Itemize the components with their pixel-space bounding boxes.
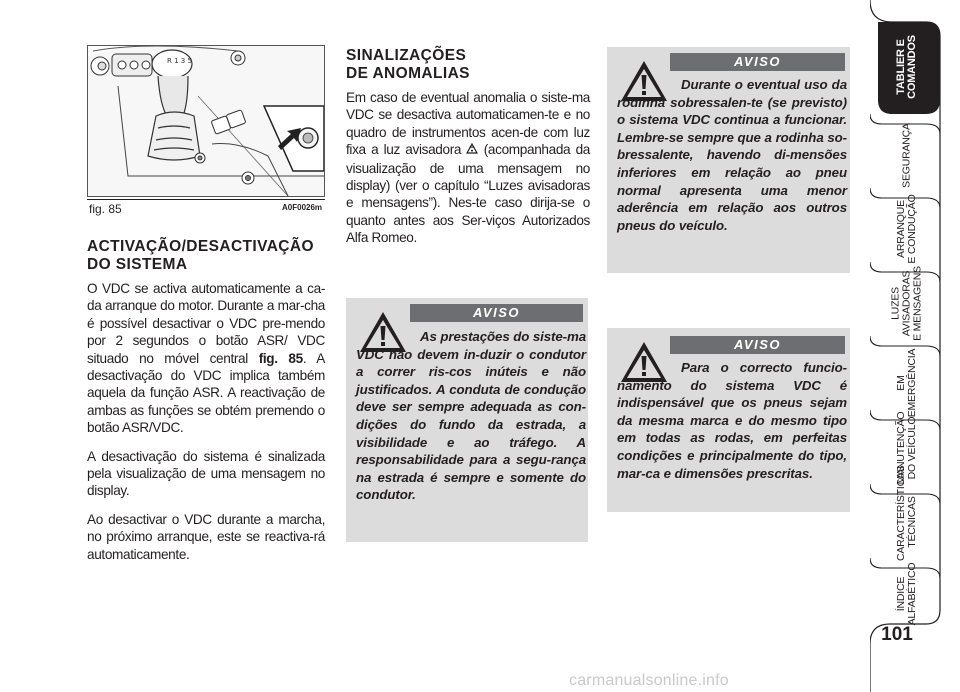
warning-text <box>617 359 847 482</box>
tab-label-line: COMANDOS <box>906 35 918 99</box>
tab-label-line: E MENSAGENS <box>911 266 924 341</box>
tab-tablier-comandos[interactable] <box>896 28 918 106</box>
tab-label-line: ARRANQUE <box>895 200 907 258</box>
activation-paragraph-2: A desactivação do sistema é sinalizada pela visualização de uma mensagem no display. <box>87 448 325 499</box>
figure-caption-rule <box>87 199 325 200</box>
tab-label-line: TABLIER E <box>895 39 907 95</box>
tab-indice-alfabetico[interactable] <box>896 555 918 633</box>
tab-label-line: MANUTENÇÃO <box>895 411 907 485</box>
warning-header: AVISO <box>670 336 845 354</box>
anomalies-paragraph <box>346 89 590 247</box>
tab-label-line: DO VEÍCULO <box>906 416 918 480</box>
tab-label-line: TÉCNICAS <box>906 496 918 548</box>
warning-text <box>356 328 586 504</box>
vdc-warning-lamp-icon <box>466 143 478 157</box>
activation-paragraph-1-end: . A desactivação do VDC implica também aquela da função ASR. A reactivação de ambas as funções se obtém premendo o botão ASR/VDC. <box>87 350 326 436</box>
warning-header: AVISO <box>670 53 845 71</box>
section-anomalies <box>346 47 590 247</box>
section-anomalies-title <box>346 47 590 83</box>
anomalies-paragraph-part-b: (acompanhada da visualização de uma mensagem no display) (ver o capítulo “Luzes avisadoras e mensagens”). Nes-te caso dirija-se o quanto antes aos Ser-viços Autorizados Alfa Romeo. <box>346 142 590 246</box>
warning-header: AVISO <box>410 304 583 322</box>
activation-paragraph-1-text: O VDC se activa automaticamente a ca-da arranque do motor. Durante a mar-cha é possível desactivar o VDC pre-mendo por 2 segundos o botão ASR/ VDC situado no móvel central <box>87 281 325 366</box>
tab-label-line: E CONDUÇÃO <box>906 194 918 264</box>
tab-label-line: AVISADORAS <box>900 270 913 337</box>
section-activation-title <box>87 238 325 274</box>
warning-box-tyres <box>607 328 850 512</box>
activation-paragraph-3: Ao desactivar o VDC durante a marcha, no próximo arranque, este se reactiva-rá automaticamente. <box>87 511 325 562</box>
section-anomalies-title-line2: DE ANOMALIAS <box>346 65 470 82</box>
section-activation <box>87 238 325 563</box>
page-number: 101 <box>881 624 913 645</box>
warning-text-tyres: Para o correcto funcio-namento do sistema VDC é indispensável que os pneus sejam da mesma marca e do mesmo tipo em todas as rodas, em perfeitas condições e principalmente do tipo, mar-ca e dimensões prescritas. <box>617 360 847 481</box>
warning-box-performance <box>346 298 588 542</box>
tab-label-line: EM EMERGÊNCIA <box>895 348 918 418</box>
warning-text-spare-wheel: Durante o eventual uso da rodinha sobressalen-te (se previsto) o sistema VDC continua a funcionar. Lembre-se sempre que a rodinha so-bressalente, havendo di-mensões inferiores em relação ao pneu normal apresenta uma menor aderência em relação aos outros pneus do veículo. <box>617 77 847 233</box>
figure-reference: fig. 85 <box>258 350 303 366</box>
svg-text:R 1 3 5: R 1 3 5 <box>167 57 192 65</box>
tab-label-line: LUZES <box>889 287 902 320</box>
warning-text <box>617 76 847 234</box>
section-anomalies-title-line1: SINALIZAÇÕES <box>346 47 467 64</box>
activation-paragraph-1 <box>87 280 325 437</box>
tab-seguranca[interactable] <box>902 117 913 195</box>
center-console-illustration <box>88 46 324 196</box>
anomalies-paragraph-part-a: Em caso de eventual anomalia o siste-ma VDC se desactiva automaticamen-te e no quadro de instrumentos acen-de com luz fixa a luz avisadora <box>346 90 590 158</box>
tab-label-line: CARACTERÍSTICAS <box>895 465 907 561</box>
tab-luzes-avisadoras[interactable] <box>891 265 924 343</box>
tab-label-line: SEGURANÇA <box>900 123 913 188</box>
figure-code: A0F0026m <box>282 203 323 212</box>
warning-box-spare-wheel <box>607 47 850 273</box>
figure-85-image <box>87 45 325 197</box>
tab-label-line: ALFABÉTICO <box>906 562 918 626</box>
tab-caracteristicas-tecnicas[interactable] <box>895 465 918 561</box>
section-activation-title-line2: DO SISTEMA <box>87 256 188 273</box>
figure-caption: fig. 85 <box>89 202 122 216</box>
chapter-tabs-sidebar <box>870 0 960 692</box>
section-activation-title-line1: ACTIVAÇÃO/DESACTIVAÇÃO <box>87 238 314 255</box>
warning-text-performance: As prestações do siste-ma VDC não devem in-duzir o condutor a correr ris-cos inúteis e não justificados. A conduta de condução deve ser sempre adequada as con-dições do fundo da estrada, a visibilidade e ao tráfego. A responsabilidade para a segu-rança na estrada é sempre e somente do condutor. <box>356 329 586 503</box>
tab-arranque-conducao[interactable] <box>896 190 918 268</box>
watermark-text: carmanualsonline.info <box>569 672 729 689</box>
tab-label-line: ÍNDICE <box>895 576 907 612</box>
